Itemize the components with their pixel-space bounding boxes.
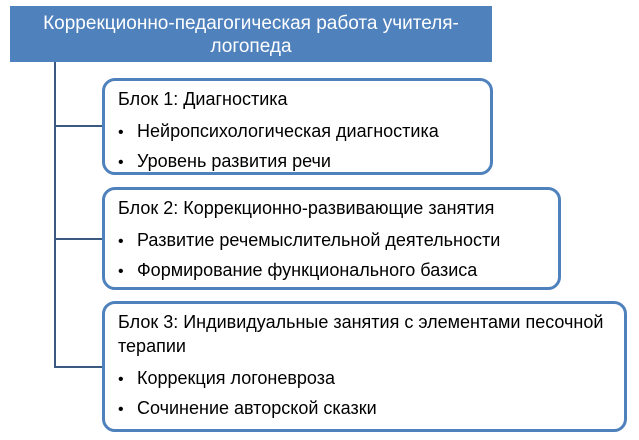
block-diagnostics: [102, 78, 493, 175]
block-items: [118, 117, 480, 177]
list-item: [118, 117, 480, 147]
block-individual-sessions: [102, 301, 627, 432]
bullet-icon: •: [118, 371, 124, 388]
block-correction-classes: [102, 187, 561, 290]
bullet-icon: •: [118, 401, 124, 418]
block-title: Блок 3: Индивидуальные занятия с элементами песочной терапии: [118, 312, 604, 356]
root-node: [10, 6, 492, 62]
list-item-label: Сочинение авторской сказки: [137, 398, 377, 418]
block-items: [118, 364, 614, 424]
bullet-icon: •: [118, 124, 124, 141]
root-node-label: Коррекционно-педагогическая работа учителя-логопеда: [43, 13, 459, 57]
bullet-icon: •: [118, 154, 124, 171]
list-item-label: Уровень развития речи: [137, 151, 331, 171]
list-item: [118, 256, 548, 286]
bullet-icon: •: [118, 263, 124, 280]
list-item-label: Развитие речемыслительной деятельности: [137, 230, 501, 250]
list-item: [118, 226, 548, 256]
list-item-label: Формирование функционального базиса: [137, 260, 478, 280]
block-title: Блок 2: Коррекционно-развивающие занятия: [118, 198, 495, 218]
block-items: [118, 226, 548, 286]
block-title: Блок 1: Диагностика: [118, 89, 288, 109]
list-item: [118, 364, 614, 394]
bullet-icon: •: [118, 233, 124, 250]
list-item: [118, 147, 480, 177]
list-item-label: Нейропсихологическая диагностика: [137, 121, 439, 141]
list-item-label: Коррекция логоневроза: [137, 368, 336, 388]
list-item: [118, 394, 614, 424]
